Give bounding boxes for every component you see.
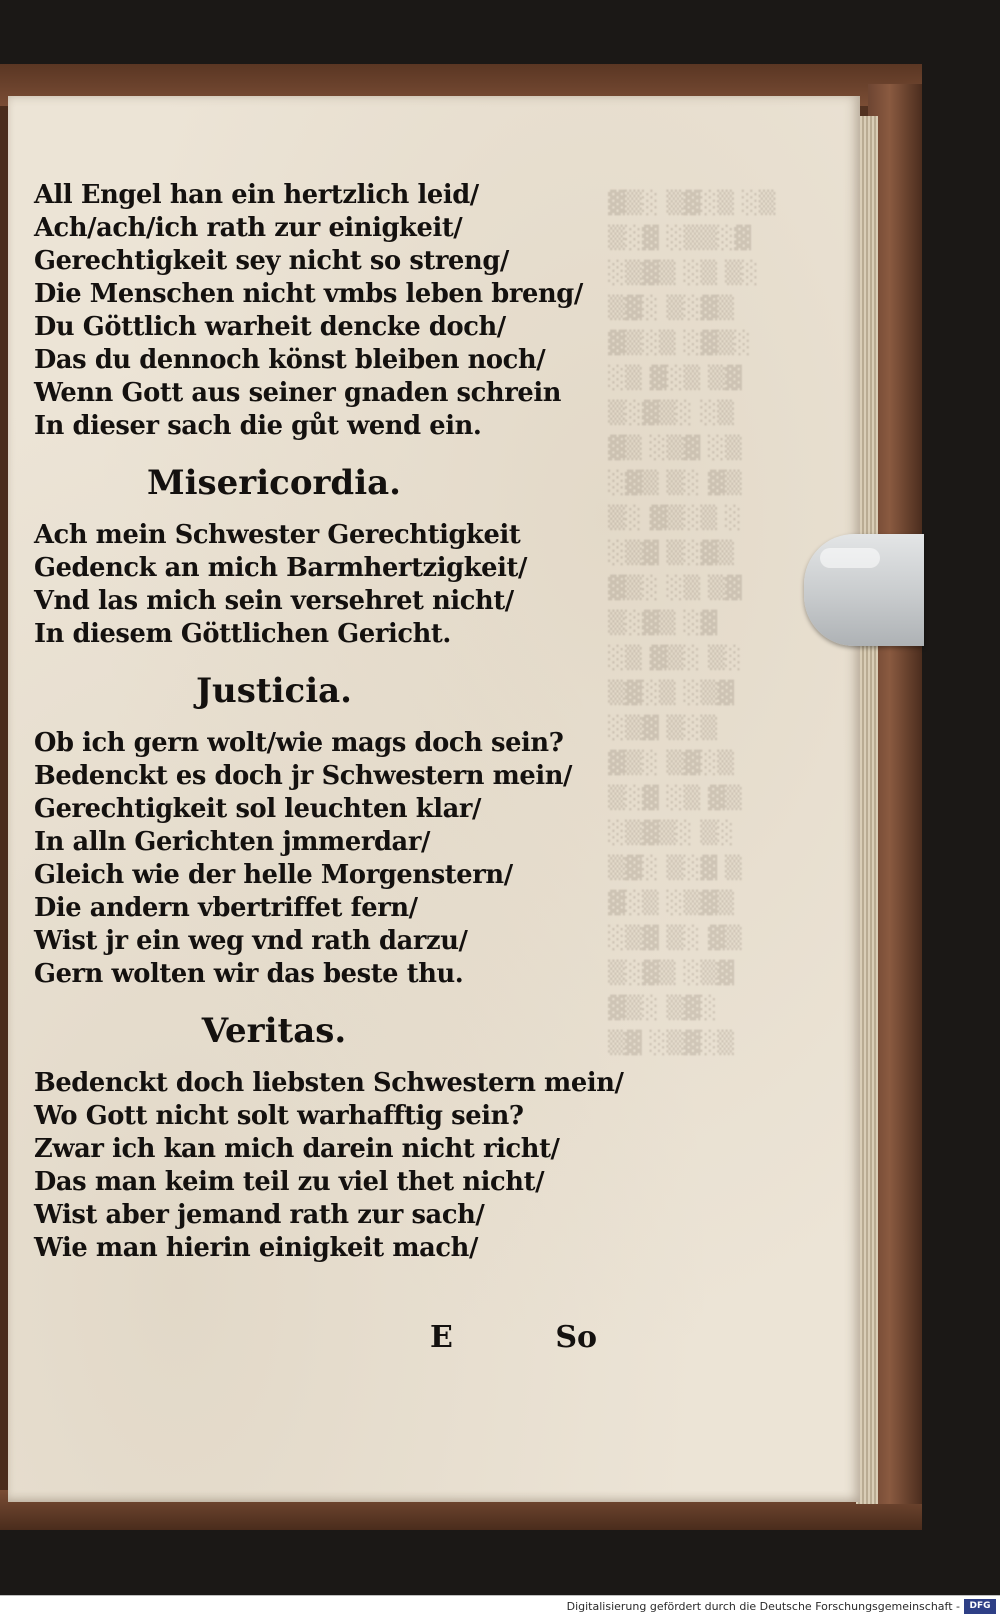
verse-line: Die Menschen nicht vmbs leben breng/ bbox=[34, 278, 583, 309]
dfg-logo: DFG bbox=[964, 1599, 996, 1614]
verse-line: Gerechtigkeit sol leuchten klar/ bbox=[34, 793, 482, 824]
signature-mark: E bbox=[430, 1320, 453, 1355]
page-bottom-marks bbox=[430, 1320, 630, 1355]
page-clip-highlight bbox=[820, 548, 880, 568]
stanza-0 bbox=[34, 178, 654, 442]
verse-line: Zwar ich kan mich darein nicht richt/ bbox=[34, 1133, 560, 1164]
catchword: So bbox=[555, 1320, 598, 1355]
verse-line: In alln Gerichten jmmerdar/ bbox=[34, 826, 430, 857]
verse-line: Das man keim teil zu viel thet nicht/ bbox=[34, 1166, 545, 1197]
verse-line: Wenn Gott aus seiner gnaden schrein bbox=[34, 377, 562, 408]
verse-line: Wo Gott nicht solt warhafftig sein? bbox=[34, 1100, 524, 1131]
attribution-footer bbox=[0, 1595, 1000, 1618]
verse-line: Das du dennoch könst bleiben noch/ bbox=[34, 344, 546, 375]
show-through-texture: ▓▒░ ▒▓░▒ ░▒ ▒░▓ ░▒▒░▓ ░▒▓▒ ░▒ ▒░ ▒▓░ ▒░▓▒ ▓▒░▒ ░▓▒░ ░▒ ▓░▒ ▒▓ ▒░▓▒░ ░▒ ▓▒ ░▒▓ ░▒ ░▓▒ ▒░ ▓▒ ▒░ ▓▒░▒ ░ ░▒▓ ▒░▓▒ ▓▒░ ░▒ ▒▓ ▒░▓▒ ░▓ ░▒ ▓▒░ ▒░ ▒▓░▒ ░▒▓ ░▒▓ ▒░▒ ▓▒░ ▒▓░▒ ▒░▓ ░▒ ▓▒ ░▒▓▒░ ▒░ ▒▓░ ▒░▓ ▒ ▓░▒ ░▒▓▒ ░▒▓ ▒░ ▓▒ ▒░▓▒ ░▒▓ ▓▒░ ▒▓░ ▒▓ ░▒▓░▒ bbox=[608, 190, 776, 1056]
verse-line: All Engel han ein hertzlich leid/ bbox=[34, 179, 479, 210]
verse-line: Wist jr ein weg vnd rath darzu/ bbox=[34, 925, 468, 956]
stanza-veritas bbox=[34, 1000, 654, 1264]
verse-line: Wist aber jemand rath zur sach/ bbox=[34, 1199, 485, 1230]
verse-line: Ob ich gern wolt/wie mags doch sein? bbox=[34, 727, 564, 758]
verse-line: Ach/ach/ich rath zur einigkeit/ bbox=[34, 212, 463, 243]
verse-line: In diesem Göttlichen Gericht. bbox=[34, 618, 451, 649]
verse-line: Gerechtigkeit sey nicht so streng/ bbox=[34, 245, 509, 276]
verse-line: Vnd las mich sein versehret nicht/ bbox=[34, 585, 514, 616]
stanza-justicia bbox=[34, 660, 654, 990]
verse-line: Ach mein Schwester Gerechtigkeit bbox=[34, 519, 521, 550]
verse-line: Du Göttlich warheit dencke doch/ bbox=[34, 311, 506, 342]
verse-line: In dieser sach die gůt wend ein. bbox=[34, 410, 482, 441]
speaker-heading: Veritas. bbox=[201, 1011, 347, 1051]
funding-notice: Digitalisierung gefördert durch die Deutsche Forschungsgemeinschaft - bbox=[566, 1600, 960, 1613]
stanza-misericordia bbox=[34, 452, 654, 650]
verse-line: Gedenck an mich Barmhertzigkeit/ bbox=[34, 552, 527, 583]
verse-line: Gern wolten wir das beste thu. bbox=[34, 958, 464, 989]
verse-line: Bedenckt es doch jr Schwestern mein/ bbox=[34, 760, 573, 791]
verse-line: Gleich wie der helle Morgenstern/ bbox=[34, 859, 513, 890]
verse-line: Bedenckt doch liebsten Schwestern mein/ bbox=[34, 1067, 624, 1098]
speaker-heading: Justicia. bbox=[195, 671, 353, 711]
verse-line: Die andern vbertriffet fern/ bbox=[34, 892, 418, 923]
poem-text bbox=[34, 178, 654, 1264]
speaker-heading: Misericordia. bbox=[146, 463, 401, 503]
verse-line: Wie man hierin einigkeit mach/ bbox=[34, 1232, 478, 1263]
